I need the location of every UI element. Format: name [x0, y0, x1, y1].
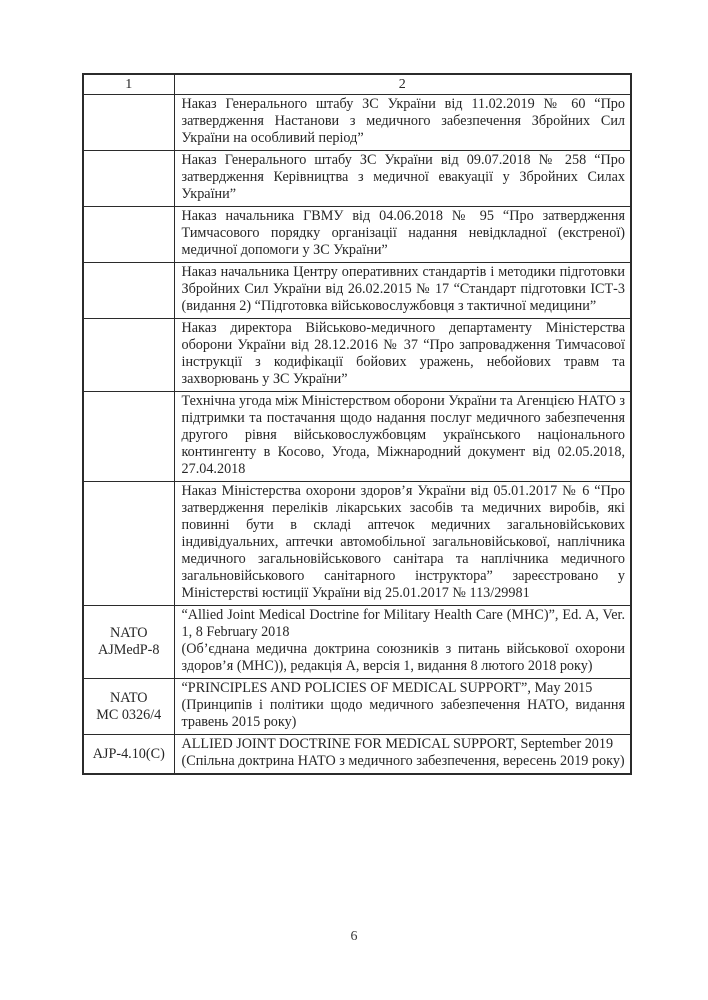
document-description-cell	[174, 735, 631, 775]
table-row	[83, 95, 631, 151]
document-description-cell	[174, 482, 631, 606]
description-paragraph: (Спільна доктрина НАТО з медичного забезпечення, вересень 2019 року)	[181, 753, 625, 769]
reference-code-cell	[83, 482, 174, 606]
document-description-cell	[174, 263, 631, 319]
description-paragraph: (Принципів і політики щодо медичного забезпечення НАТО, видання травень 2015 року)	[181, 697, 625, 730]
description-paragraph: “Allied Joint Medical Doctrine for Military Health Care (MHC)”, Ed. A, Ver. 1, 8 February 2018	[181, 607, 625, 640]
description-paragraph: Наказ директора Військово-медичного департаменту Міністерства оборони України від 28.12.2016 № 37 “Про запровадження Тимчасової інструкції з кодифікації бойових уражень, небойових травм та захворювань у ЗС України”	[181, 320, 625, 387]
references-table	[82, 73, 632, 775]
reference-code-line: NATO	[109, 625, 148, 641]
reference-code-cell	[83, 679, 174, 735]
document-description-cell	[174, 392, 631, 482]
description-paragraph: Наказ Міністерства охорони здоров’я України від 05.01.2017 № 6 “Про затвердження переліків лікарських засобів та медичних виробів, які повинні бути в складі аптечок медичних загальновійськових індивідуальних, аптечки автомобільної загальновійськової, наплічника медичного загальновійськового санітара та наплічника медичного загальновійськового санітарного інструктора” зареєстровано у Міністерстві юстиції України від 25.01.2017 № 113/29981	[181, 483, 625, 601]
reference-code-line: MC 0326/4	[96, 706, 162, 723]
description-paragraph: Наказ Генерального штабу ЗС України від 09.07.2018 № 258 “Про затвердження Керівництва з медичної евакуації у Збройних Силах України”	[181, 152, 625, 202]
document-description-cell	[174, 95, 631, 151]
reference-code-cell	[83, 263, 174, 319]
description-paragraph: (Об’єднана медична доктрина союзників з питань військової охорони здоров’я (MHC)), редакція А, версія 1, видання 8 лютого 2018 року)	[181, 641, 625, 674]
document-description-cell	[174, 207, 631, 263]
table-row	[83, 606, 631, 679]
table-row	[83, 263, 631, 319]
table-row	[83, 207, 631, 263]
reference-code-cell	[83, 95, 174, 151]
column-header-1: 1	[83, 74, 174, 95]
document-description-cell	[174, 679, 631, 735]
description-paragraph: Наказ начальника Центру оперативних стандартів і методики підготовки Збройних Сил України від 26.02.2015 № 17 “Стандарт підготовки ІСТ-3 (видання 2) “Підготовка військовослужбовця з тактичної медицини”	[181, 264, 625, 314]
description-paragraph: “PRINCIPLES AND POLICIES OF MEDICAL SUPPORT”, May 2015	[181, 680, 593, 696]
table-body	[83, 95, 631, 775]
reference-code-cell	[83, 319, 174, 392]
description-paragraph: Наказ Генерального штабу ЗС України від 11.02.2019 № 60 “Про затвердження Настанови з медичного забезпечення Збройних Сил України на особливий період”	[181, 96, 625, 146]
reference-code-line: AJP-4.10(C)	[92, 745, 165, 762]
page-number: 6	[350, 929, 358, 944]
reference-code-cell	[83, 207, 174, 263]
document-description-cell	[174, 606, 631, 679]
reference-code-cell	[83, 606, 174, 679]
reference-code-line: NATO	[109, 689, 148, 706]
description-paragraph: Наказ начальника ГВМУ від 04.06.2018 № 95 “Про затвердження Тимчасового порядку організації надання невідкладної (екстреної) медичної допомоги у ЗС України”	[181, 208, 625, 258]
reference-code-cell	[83, 392, 174, 482]
document-description-cell	[174, 151, 631, 207]
table-row	[83, 735, 631, 775]
table-row	[83, 151, 631, 207]
document-description-cell	[174, 319, 631, 392]
description-paragraph: ALLIED JOINT DOCTRINE FOR MEDICAL SUPPORT, September 2019	[181, 736, 614, 752]
reference-code-cell	[83, 735, 174, 775]
table-row	[83, 679, 631, 735]
table-header-row	[83, 74, 631, 95]
description-paragraph: Технічна угода між Міністерством оборони України та Агенцією НАТО з підтримки та постачання щодо надання послуг медичного забезпечення другого рівня військовослужбовцям українського національного контингенту в Косово, Угода, Міжнародний документ від 02.05.2018, 27.04.2018	[181, 393, 625, 477]
table-row	[83, 392, 631, 482]
reference-code-cell	[83, 151, 174, 207]
table-row	[83, 319, 631, 392]
reference-code-line: AJMedP-8	[98, 642, 160, 658]
table-row	[83, 482, 631, 606]
column-header-2: 2	[174, 74, 631, 95]
